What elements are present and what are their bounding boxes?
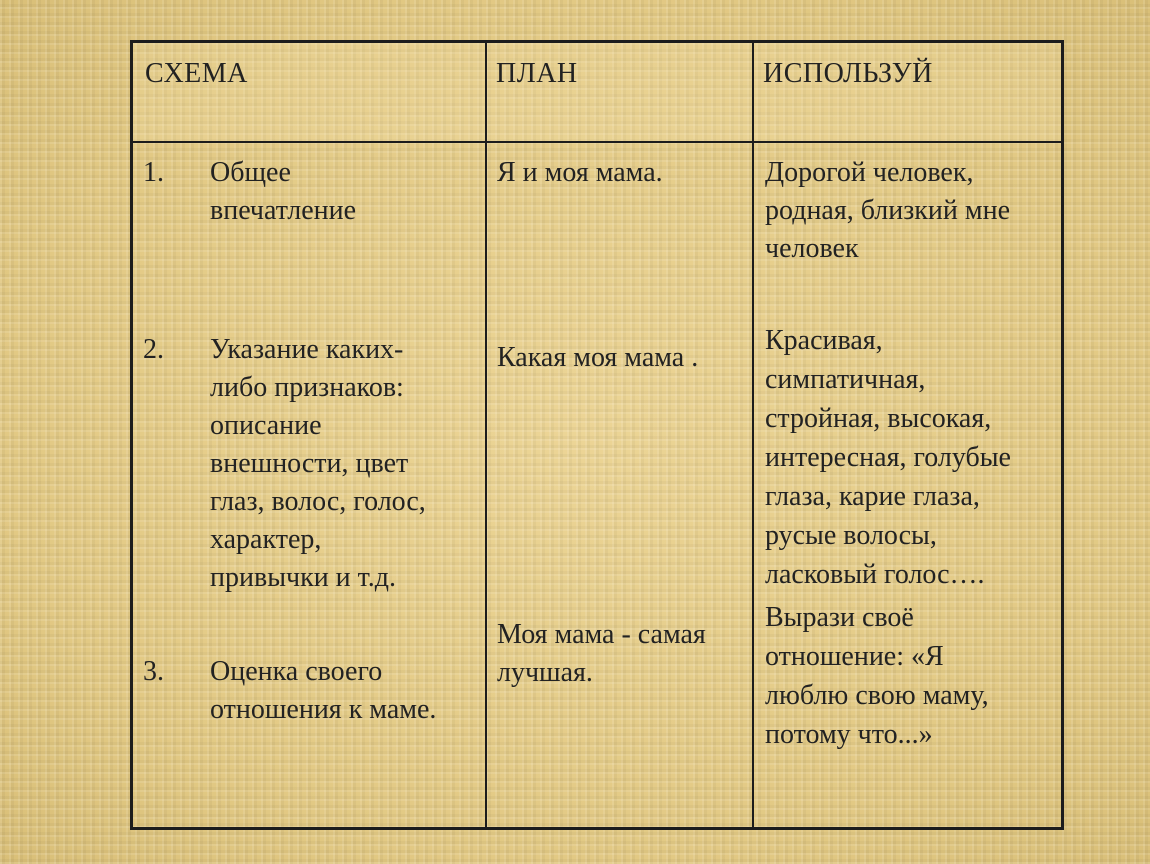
plan-item-3-line-1: Моя мама - самая	[497, 619, 706, 650]
use-item-2-line-7: ласковый голос….	[765, 559, 985, 590]
schema-item-2-line-3: описание	[210, 410, 322, 441]
use-item-2-line-4: интересная, голубые	[765, 442, 1011, 473]
schema-item-1-number: 1.	[143, 157, 164, 188]
use-item-3-line-2: отношение: «Я	[765, 641, 944, 672]
use-item-3-line-1: Вырази своё	[765, 602, 914, 633]
schema-item-2-line-7: привычки и т.д.	[210, 562, 397, 593]
header-use: ИСПОЛЬЗУЙ	[763, 58, 933, 89]
schema-item-1-line-2: впечатление	[210, 195, 357, 226]
use-item-2-line-6: русые волосы,	[765, 520, 937, 551]
schema-item-3-line-2: отношения к маме.	[210, 694, 437, 725]
schema-item-2-line-4: внешности, цвет	[210, 448, 409, 479]
plan-item-3-line-2: лучшая.	[497, 657, 593, 688]
plan-item-2-line-1: Какая моя мама .	[497, 342, 699, 373]
column-divider-2	[752, 43, 754, 827]
use-item-1-line-3: человек	[765, 233, 859, 264]
header-plan: ПЛАН	[496, 58, 578, 89]
main-table	[130, 40, 1064, 830]
use-item-1-line-2: родная, близкий мне	[765, 195, 1010, 226]
schema-item-2-line-2: либо признаков:	[210, 372, 404, 403]
use-item-2-line-3: стройная, высокая,	[765, 403, 992, 434]
use-item-1-line-1: Дорогой человек,	[765, 157, 974, 188]
use-item-2-line-5: глаза, карие глаза,	[765, 481, 980, 512]
header-schema: СХЕМА	[145, 58, 248, 89]
use-item-2-line-2: симпатичная,	[765, 364, 926, 395]
column-divider-1	[485, 43, 487, 827]
schema-item-2-line-1: Указание каких-	[210, 334, 404, 365]
use-item-2-line-1: Красивая,	[765, 325, 883, 356]
schema-item-2-line-5: глаз, волос, голос,	[210, 486, 426, 517]
schema-item-2-number: 2.	[143, 334, 164, 365]
use-item-3-line-4: потому что...»	[765, 719, 933, 750]
schema-item-3-number: 3.	[143, 656, 164, 687]
header-divider	[133, 141, 1061, 143]
schema-item-1-line-1: Общее	[210, 157, 291, 188]
plan-item-1-line-1: Я и моя мама.	[497, 157, 663, 188]
schema-item-3-line-1: Оценка своего	[210, 656, 383, 687]
use-item-3-line-3: люблю свою маму,	[765, 680, 989, 711]
schema-item-2-line-6: характер,	[210, 524, 322, 555]
